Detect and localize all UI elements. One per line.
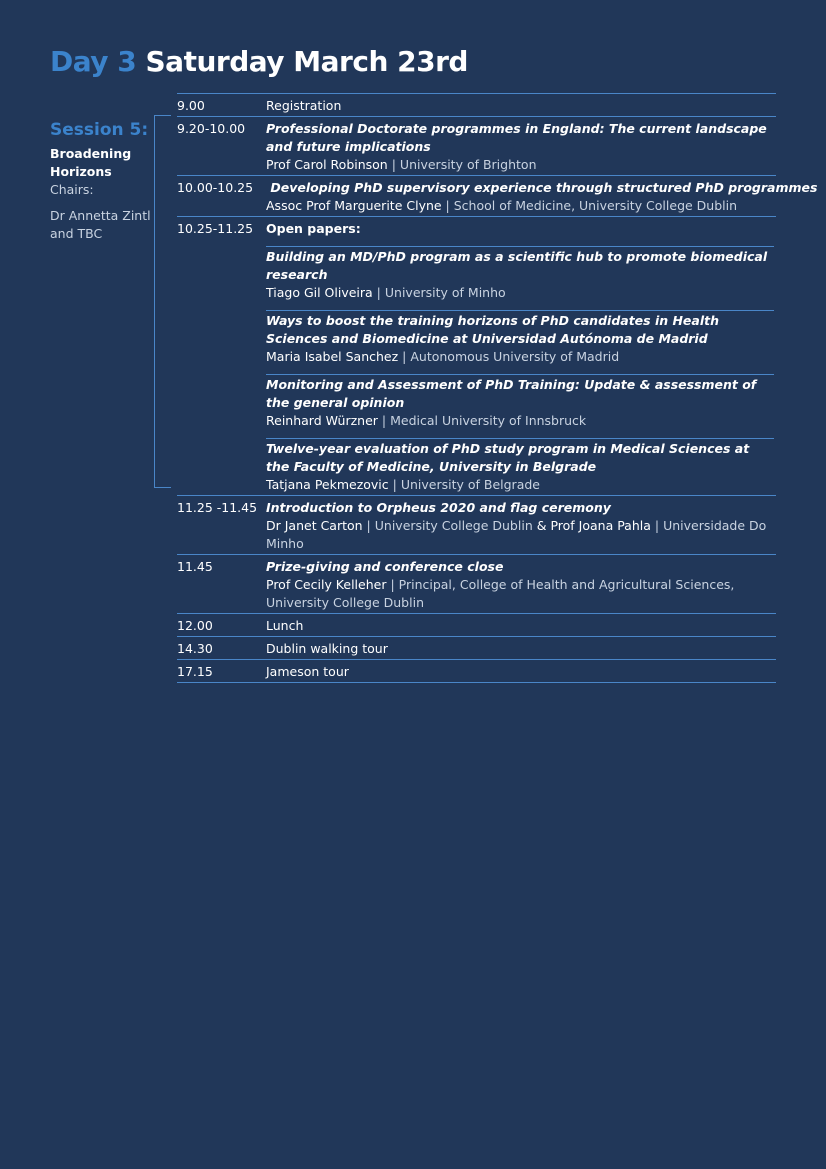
row-time: 12.00 (177, 618, 213, 633)
separator: | (377, 413, 391, 428)
separator: | (441, 198, 454, 213)
day-label: Day 3 (50, 45, 137, 78)
speaker-affiliation: School of Medicine, University College Dublin (453, 198, 738, 213)
talk-title: Prize-giving and conference close (266, 559, 504, 574)
speaker-name-2: Prof Joana Pahla (550, 518, 651, 533)
row-text: Registration (266, 98, 342, 113)
schedule-row (177, 637, 776, 660)
date-label: Saturday March 23rd (145, 45, 468, 78)
row-time: 9.00 (177, 98, 205, 113)
connector: & (532, 518, 551, 533)
speaker-affiliation: Medical University of Innsbruck (390, 413, 587, 428)
paper-title: Twelve-year evaluation of PhD study program in Medical Sciences at the Faculty of Medicine, University in Belgrade (266, 441, 750, 474)
speaker-name: Assoc Prof Marguerite Clyne (266, 198, 442, 213)
separator: | (388, 477, 401, 492)
schedule-row (177, 217, 776, 496)
talk-title: Professional Doctorate programmes in England: The current landscape and future implications (266, 121, 767, 154)
schedule-row (177, 660, 776, 683)
session-bracket (154, 115, 171, 488)
paper-item (266, 246, 774, 302)
schedule-row (177, 94, 776, 117)
speaker-name: Reinhard Würzner (266, 413, 378, 428)
paper-item (266, 438, 774, 494)
row-text: Lunch (266, 618, 304, 633)
paper-item (266, 374, 774, 430)
schedule-row (177, 176, 818, 217)
row-text: Jameson tour (266, 664, 349, 679)
schedule-row (177, 496, 776, 555)
paper-title: Building an MD/PhD program as a scientific hub to promote biomedical research (266, 249, 768, 282)
speaker-affiliation: University of Belgrade (400, 477, 540, 492)
schedule-table (177, 93, 818, 683)
speaker-name: Prof Carol Robinson (266, 157, 388, 172)
row-time: 9.20-10.00 (177, 121, 246, 136)
session-info (50, 118, 156, 243)
paper-item (266, 310, 774, 366)
speaker-affiliation: Autonomous University of Madrid (410, 349, 620, 364)
row-text: Dublin walking tour (266, 641, 388, 656)
chairs-label: Chairs: (50, 182, 94, 197)
schedule-row (177, 614, 776, 637)
paper-title: Monitoring and Assessment of PhD Training: Update & assessment of the general opinion (266, 377, 757, 410)
row-time: 11.45 (177, 559, 213, 574)
talk-title: Developing PhD supervisory experience through structured PhD programmes (266, 180, 818, 195)
schedule-row (177, 555, 776, 614)
paper-title: Ways to boost the training horizons of PhD candidates in Health Sciences and Biomedicine at Universidad Autónoma de Madrid (266, 313, 720, 346)
separator: | (362, 518, 375, 533)
session-name: Broadening Horizons (50, 146, 132, 179)
open-papers-label: Open papers: (266, 221, 361, 236)
separator: | (372, 285, 385, 300)
separator: | (386, 577, 399, 592)
separator: | (387, 157, 400, 172)
speaker-name: Tatjana Pekmezovic (266, 477, 389, 492)
row-time: 11.25 -11.45 (177, 500, 258, 515)
row-time: 10.25-11.25 (177, 221, 254, 236)
speaker-name: Prof Cecily Kelleher (266, 577, 387, 592)
row-time: 17.15 (177, 664, 213, 679)
separator: | (650, 518, 664, 533)
row-time: 14.30 (177, 641, 213, 656)
page-title (50, 44, 468, 80)
separator: | (398, 349, 411, 364)
speaker-name: Tiago Gil Oliveira (266, 285, 373, 300)
speaker-affiliation-2: Universidade Do Minho (266, 518, 767, 551)
speaker-affiliation: Principal, College of Health and Agricultural Sciences, University College Dublin (266, 577, 735, 610)
talk-title: Introduction to Orpheus 2020 and flag ceremony (266, 500, 611, 515)
chairs-names: Dr Annetta Zintl and TBC (50, 208, 151, 241)
row-time: 10.00-10.25 (177, 180, 254, 195)
session-number: Session 5: (50, 120, 149, 140)
speaker-affiliation: University College Dublin (374, 518, 533, 533)
speaker-name: Dr Janet Carton (266, 518, 363, 533)
speaker-affiliation: University of Minho (384, 285, 506, 300)
speaker-name: Maria Isabel Sanchez (266, 349, 399, 364)
speaker-affiliation: University of Brighton (399, 157, 537, 172)
schedule-row (177, 117, 776, 176)
